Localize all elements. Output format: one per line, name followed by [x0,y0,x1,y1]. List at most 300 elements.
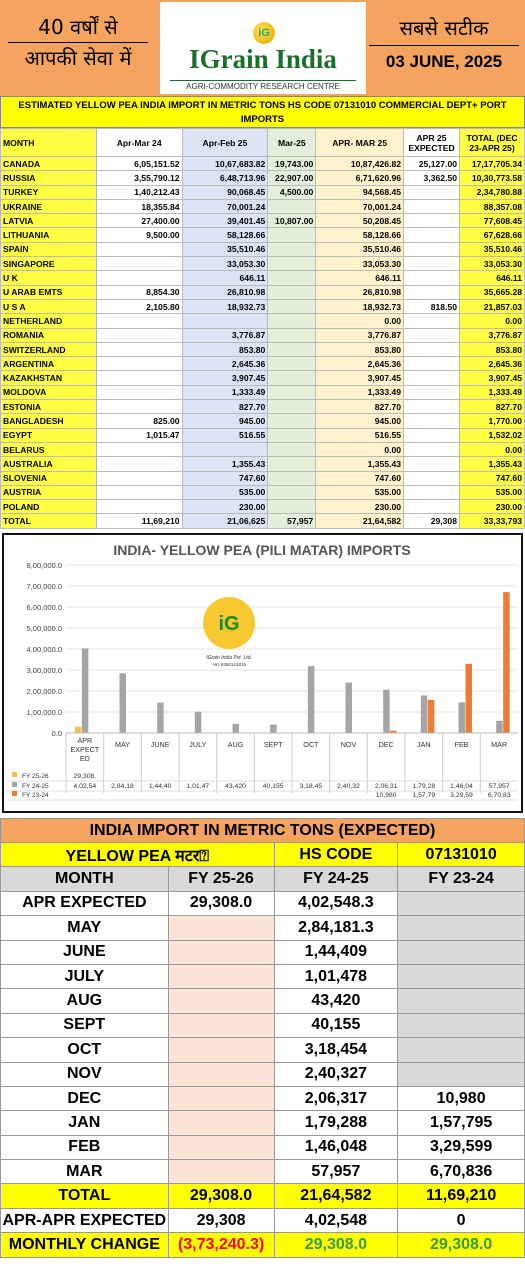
table-cell: 33,053.30 [460,257,525,271]
data-label: 3,18,45 [299,783,323,790]
table-cell: 1,46,048 [274,1135,398,1159]
tagline-right: सबसे सटीक [369,14,519,46]
table-row [1,357,525,371]
monthly-change-row [1,1233,525,1257]
table-cell: APR EXPECTED [1,891,169,915]
table-cell [268,457,316,471]
table-cell: 29,308.0 [168,1184,274,1208]
data-label: 3,29,59 [450,792,473,799]
t1-header-4: APR- MAR 25 [316,129,404,157]
country-name: POLAND [1,500,97,514]
country-name: KAZAKHSTAN [1,371,97,385]
table-cell [404,257,460,271]
table-cell: 0.00 [460,314,525,328]
table-cell: 1,355.43 [460,457,525,471]
watermark-mark: iG [218,613,240,635]
table-cell: 945.00 [316,414,404,428]
bar-FY-23-24 [503,592,510,733]
table-cell: 3,776.87 [460,328,525,342]
table-cell: 17,17,705.34 [460,157,525,171]
country-name: NETHERLAND [1,314,97,328]
table-cell: 2,40,327 [274,1062,398,1086]
table-cell [398,1013,525,1037]
chart-svg [4,535,521,811]
table-cell [404,428,460,442]
imports-bar-chart [2,533,523,813]
data-label: 4,02,54 [73,783,97,790]
table-cell: 945.00 [182,414,268,428]
bar-FY-24-25 [233,724,240,733]
table-row [1,171,525,185]
table-cell: 58,128.66 [182,228,268,242]
table-cell [398,1038,525,1062]
table-cell: MONTH [1,867,169,891]
table-cell: 29,308 [404,514,460,528]
table-cell [268,328,316,342]
t1-header-6: TOTAL (DEC 23-APR 25) [460,129,525,157]
table-cell: MAR [1,1160,169,1184]
table-cell: 11,69,210 [96,514,182,528]
table-cell [96,314,182,328]
country-name: SLOVENIA [1,471,97,485]
table-cell [96,400,182,414]
table-cell: 1,79,288 [274,1111,398,1135]
table-cell: 516.55 [316,428,404,442]
table-cell: 35,510.46 [182,242,268,256]
table-cell [404,314,460,328]
country-name: CANADA [1,157,97,171]
table-cell: 3,55,790.12 [96,171,182,185]
table-cell [404,471,460,485]
table-cell [398,916,525,940]
data-label: 57,957 [488,783,510,790]
table-cell: 3,362.50 [404,171,460,185]
table-cell [268,314,316,328]
country-name: EGYPT [1,428,97,442]
t1-header-3: Mar-25 [268,129,316,157]
table-cell [268,442,316,456]
table-cell: MONTHLY CHANGE [1,1233,169,1257]
table-row [1,989,525,1013]
table-cell [268,357,316,371]
table-cell: 535.00 [460,485,525,499]
table-cell: AUG [1,989,169,1013]
table-cell [96,471,182,485]
table-cell: 33,053.30 [316,257,404,271]
table-row [1,500,525,514]
table-row [1,1013,525,1037]
table-cell [404,485,460,499]
table-cell: 70,001.24 [182,199,268,213]
data-label: 1,44,40 [148,783,172,790]
table-row [1,485,525,499]
country-name: AUSTRIA [1,485,97,499]
table-cell [168,916,274,940]
table-row [1,285,525,299]
tagline-line2: आपकी सेवा में [24,46,132,70]
t1-header-1: Apr-Mar 24 [96,129,182,157]
table-cell: 230.00 [316,500,404,514]
table-cell: 11,69,210 [398,1184,525,1208]
table-cell [268,385,316,399]
table-cell: 40,155 [274,1013,398,1037]
table-cell [398,964,525,988]
table-row [1,964,525,988]
table-cell [268,299,316,313]
table-cell: 230.00 [460,500,525,514]
y-tick-label: 7,00,000.0 [26,582,62,591]
header-banner [0,0,525,96]
table-cell [398,989,525,1013]
table-cell: 22,907.00 [268,171,316,185]
table-cell: 88,357.08 [460,199,525,213]
table-row [1,891,525,915]
table-cell [96,342,182,356]
table-cell: 18,932.73 [182,299,268,313]
country-name: LITHUANIA [1,228,97,242]
table-cell: 33,053.30 [182,257,268,271]
y-tick-label: 8,00,000.0 [26,561,62,570]
table-cell: FY 25-26 [168,867,274,891]
table-cell: 1,770.00 [460,414,525,428]
table-cell [404,285,460,299]
legend-swatch [12,791,17,796]
table-cell: 1,40,212.43 [96,185,182,199]
table-cell [268,400,316,414]
country-name: BANGLADESH [1,414,97,428]
table-cell: 43,420 [274,989,398,1013]
table-cell: 70,001.24 [316,199,404,213]
legend-label: FY 25-26 [22,773,49,780]
data-label: 1,57,79 [412,792,436,799]
x-tick-label: JUNE [150,740,170,749]
table-cell [398,1062,525,1086]
bar-FY-24-25 [82,648,89,733]
x-tick-label: DEC [378,740,394,749]
table-cell: 1,333.49 [182,385,268,399]
table-cell: 646.11 [460,271,525,285]
country-name: AUSTRALIA [1,457,97,471]
table-cell [168,1135,274,1159]
table-cell [96,328,182,342]
bar-FY-24-25 [308,666,315,733]
country-name: SINGAPORE [1,257,97,271]
table-cell: 853.80 [316,342,404,356]
data-label: 10,980 [375,792,397,799]
table-cell: JULY [1,964,169,988]
table-cell [404,385,460,399]
table-cell: 3,776.87 [316,328,404,342]
table-cell [182,442,268,456]
x-tick-label: OCT [303,740,319,749]
table1-title: ESTIMATED YELLOW PEA INDIA IMPORT IN METRIC TONS HS CODE 07131010 COMMERCIAL DEPT+ PORT IMPORTS [0,96,525,128]
table-cell: 2,645.36 [182,357,268,371]
table-cell: 90,068.45 [182,185,268,199]
table-cell: 26,810.98 [182,285,268,299]
country-name: ESTONIA [1,400,97,414]
table-row [1,442,525,456]
data-label: 1,79,28 [412,783,436,790]
table-cell: 747.60 [460,471,525,485]
watermark-phone: +91 9350141815 [212,662,246,667]
table-cell: FY 24-25 [274,867,398,891]
logo-name: IGrain India [189,44,337,74]
table-cell: 2,645.36 [460,357,525,371]
table-row [1,428,525,442]
y-tick-label: 1,00,000.0 [26,708,62,717]
t1-header-5: APR 25 EXPECTED [404,129,460,157]
table-cell [268,271,316,285]
table-cell: 9,500.00 [96,228,182,242]
table-cell: 0.00 [316,314,404,328]
table-cell: 27,400.00 [96,214,182,228]
table-cell [404,457,460,471]
country-name: U S A [1,299,97,313]
data-label: 43,420 [225,783,246,790]
table-cell: 747.60 [316,471,404,485]
logo-subtitle: AGRI-COMMODITY RESEARCH CENTRE [170,80,356,91]
table-cell: MAY [1,916,169,940]
report-date: 03 JUNE, 2025 [385,52,503,71]
table-cell: 94,568.45 [316,185,404,199]
tagline-line1: 40 वर्षों से [8,14,148,43]
table-cell: 29,308.0 [274,1233,398,1257]
table-cell: 57,957 [268,514,316,528]
bar-FY-24-25 [383,690,390,733]
table-row [1,1111,525,1135]
table-row [1,371,525,385]
bar-FY-24-25 [157,703,164,733]
table-cell [404,414,460,428]
country-name: U ARAB EMTS [1,285,97,299]
header-tagline-left [8,14,148,71]
table-cell [168,1013,274,1037]
table-row [1,228,525,242]
data-label: 2,40,32 [337,783,360,790]
table-cell [404,228,460,242]
country-name: U K [1,271,97,285]
table-cell: 3,29,599 [398,1135,525,1159]
table-cell: 3,907.45 [460,371,525,385]
country-name: ARGENTINA [1,357,97,371]
y-tick-label: 3,00,000.0 [26,666,62,675]
table-cell [404,442,460,456]
table-cell: 6,48,713.96 [182,171,268,185]
x-tick-label: EXPECT [70,745,100,754]
table-cell: 35,665.28 [460,285,525,299]
table-cell: 646.11 [182,271,268,285]
table-cell: 0.00 [460,442,525,456]
bar-FY-24-25 [270,725,277,733]
country-name: BELARUS [1,442,97,456]
table-cell [168,940,274,964]
country-name: LATVIA [1,214,97,228]
table-cell: 57,957 [274,1160,398,1184]
table-cell: 1,333.49 [316,385,404,399]
table-cell: 2,34,780.88 [460,185,525,199]
table-cell: (3,73,240.3) [168,1233,274,1257]
table-cell: 1,355.43 [316,457,404,471]
table-cell: SEPT [1,1013,169,1037]
x-tick-label: ED [79,754,90,763]
bar-FY-23-24 [466,664,473,733]
table-cell: 2,105.80 [96,299,182,313]
data-label: 40,155 [262,783,284,790]
table-cell: 1,355.43 [182,457,268,471]
table-row [1,514,525,528]
table-cell: 10,807.00 [268,214,316,228]
table-cell: 77,608.45 [460,214,525,228]
igrain-logo [160,2,366,94]
table-cell: 67,628.66 [460,228,525,242]
table-cell: 516.55 [182,428,268,442]
table-cell [404,500,460,514]
table-cell: 818.50 [404,299,460,313]
table-cell [168,989,274,1013]
table-cell: 1,015.47 [96,428,182,442]
x-tick-label: SEPT [263,740,283,749]
table-cell: 29,308.0 [398,1233,525,1257]
table-cell: 535.00 [182,485,268,499]
table-cell: 39,401.45 [182,214,268,228]
table-row [1,299,525,313]
x-tick-label: MAY [114,740,131,749]
table-cell [168,964,274,988]
table-cell: 29,308.0 [168,891,274,915]
table-cell: 825.00 [96,414,182,428]
y-tick-label: 2,00,000.0 [26,687,62,696]
table-row [1,271,525,285]
table-cell [96,357,182,371]
table-cell [268,342,316,356]
country-name: RUSSIA [1,171,97,185]
table-cell: 1,532.02 [460,428,525,442]
table-row [1,242,525,256]
table-cell: 0 [398,1208,525,1232]
table-cell: 4,02,548 [274,1208,398,1232]
table-cell: 26,810.98 [316,285,404,299]
table-cell: 1,333.49 [460,385,525,399]
y-tick-label: 4,00,000.0 [26,645,62,654]
table-cell: 827.70 [182,400,268,414]
table-cell: 29,308 [168,1208,274,1232]
table-row [1,471,525,485]
y-tick-label: 0.0 [51,729,62,738]
table-cell: TOTAL [1,1184,169,1208]
table-cell: 50,208.45 [316,214,404,228]
table-cell: 35,510.46 [460,242,525,256]
table-cell [96,242,182,256]
table-cell: 21,857.03 [460,299,525,313]
table-row [1,257,525,271]
chart-title: INDIA- YELLOW PEA (PILI MATAR) IMPORTS [113,542,411,558]
table-cell [404,342,460,356]
data-label: 2,06,31 [374,783,398,790]
table-cell [268,485,316,499]
table-cell [268,199,316,213]
table-cell: 2,84,181.3 [274,916,398,940]
table-cell: 3,18,454 [274,1038,398,1062]
t1-header-0: MONTH [1,129,97,157]
table-cell: 35,510.46 [316,242,404,256]
table-cell: 747.60 [182,471,268,485]
table-cell [96,257,182,271]
table-cell: 827.70 [460,400,525,414]
table-cell: 2,06,317 [274,1086,398,1110]
table-cell: JUNE [1,940,169,964]
x-tick-label: JULY [189,740,207,749]
table-cell: 827.70 [316,400,404,414]
table-cell: 10,30,773.58 [460,171,525,185]
table-cell [404,400,460,414]
table-cell [96,271,182,285]
data-label: 1,01,47 [186,783,210,790]
table-cell: 21,64,582 [274,1184,398,1208]
table-cell: 21,64,582 [316,514,404,528]
table-cell: 3,907.45 [182,371,268,385]
expected-import-table [0,818,525,1258]
hs-code-value: 07131010 [398,843,525,867]
table2-header [1,867,525,891]
table-row [1,342,525,356]
table-cell: 3,907.45 [316,371,404,385]
table-cell: 25,127.00 [404,157,460,171]
table-cell: 4,02,548.3 [274,891,398,915]
table-cell: 6,71,620.96 [316,171,404,185]
table-cell: 646.11 [316,271,404,285]
table-cell: 230.00 [182,500,268,514]
table-cell: 1,01,478 [274,964,398,988]
table-cell: 1,44,409 [274,940,398,964]
bar-FY-24-25 [459,702,466,733]
table-row [1,916,525,940]
bar-FY-24-25 [421,695,428,733]
table-cell [168,1038,274,1062]
legend-swatch [12,782,17,787]
table-cell [398,891,525,915]
table-cell [404,357,460,371]
table-cell: APR-APR EXPECTED [1,1208,169,1232]
data-label: 2,84,18 [111,783,134,790]
bar-FY-24-25 [346,683,353,733]
table-cell: 3,776.87 [182,328,268,342]
table-cell [404,242,460,256]
country-name: UKRAINE [1,199,97,213]
data-label: 29,308. [73,773,97,780]
y-tick-label: 5,00,000.0 [26,624,62,633]
table-cell [268,228,316,242]
x-tick-label: MAR [491,740,508,749]
table-row [1,1062,525,1086]
table-cell: OCT [1,1038,169,1062]
table-cell [404,214,460,228]
table-row [1,1038,525,1062]
table-cell [268,257,316,271]
table-row [1,414,525,428]
legend-label: FY 24-25 [22,783,49,790]
total-row [1,1184,525,1208]
table-row [1,1160,525,1184]
table-row [1,400,525,414]
bar-FY-23-24 [428,700,435,733]
table-cell: 4,500.00 [268,185,316,199]
table-cell [168,1160,274,1184]
table-cell [404,199,460,213]
table-row [1,328,525,342]
table-cell: 853.80 [182,342,268,356]
table-cell: 33,33,793 [460,514,525,528]
legend-label: FY 23-24 [22,792,49,799]
